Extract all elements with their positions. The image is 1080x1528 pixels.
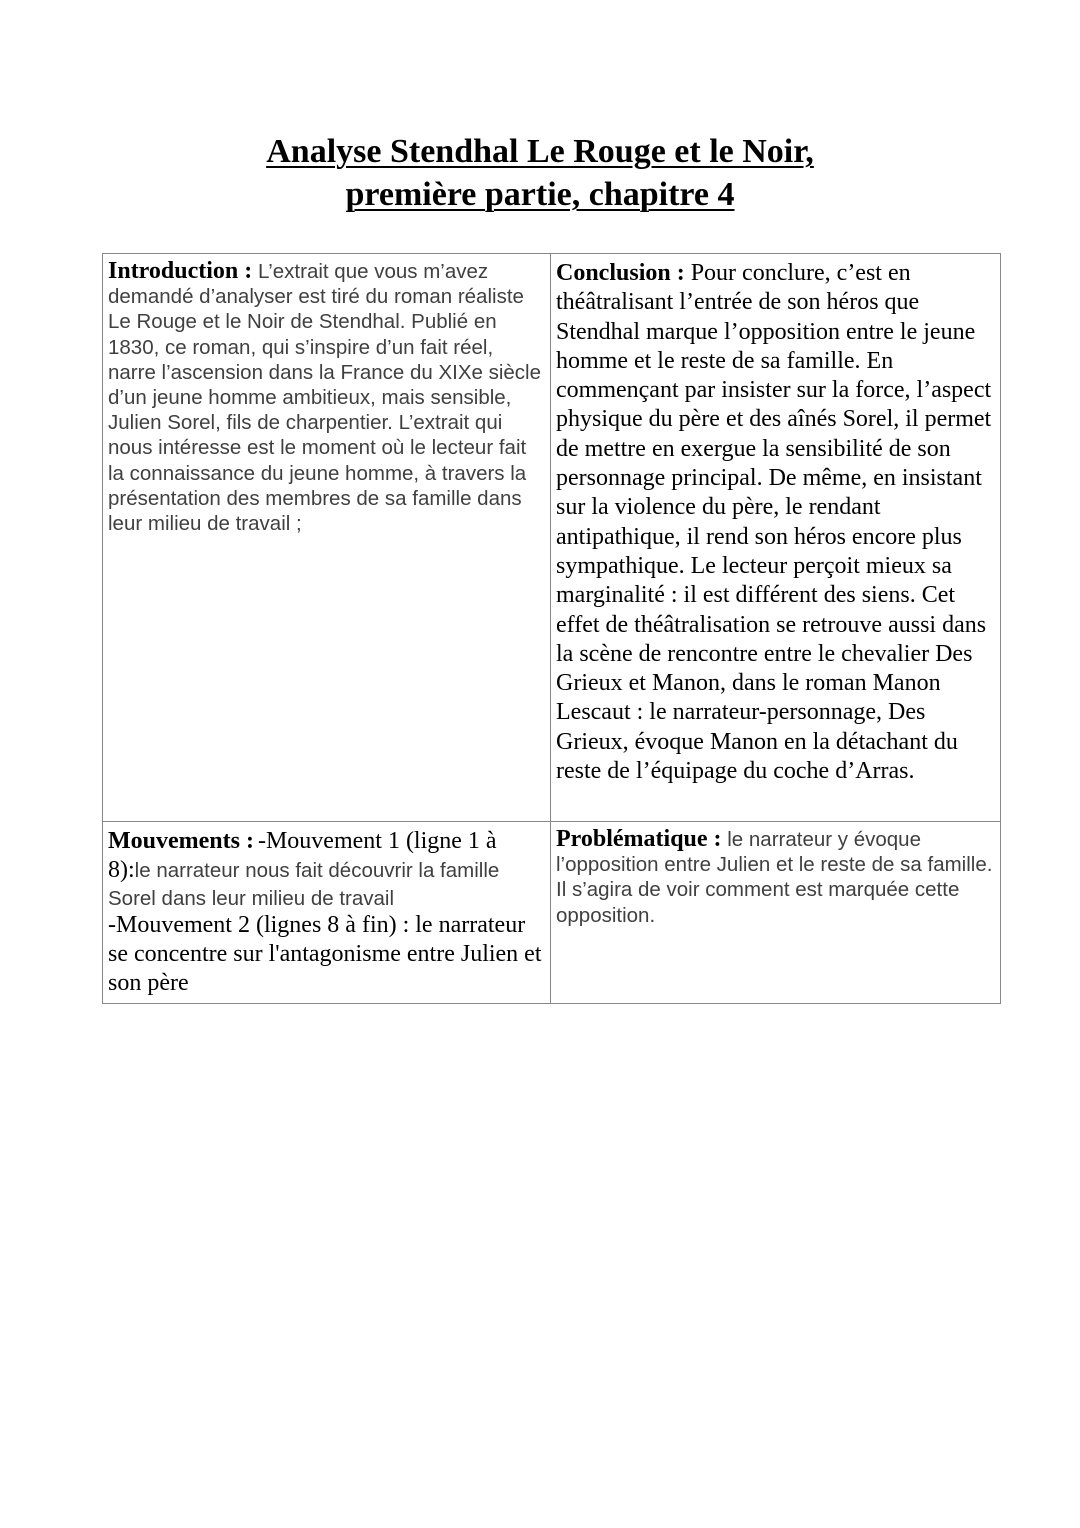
introduction-paragraph — [108, 259, 545, 536]
document-title — [0, 130, 1080, 216]
introduction-cell — [103, 254, 551, 822]
conclusion-cell — [551, 254, 1001, 822]
table-row — [103, 254, 1001, 822]
analysis-table — [102, 253, 1001, 1004]
conclusion-heading: Conclusion : — [556, 260, 685, 286]
introduction-heading: Introduction : — [108, 258, 253, 284]
problematique-heading: Problématique : — [556, 826, 722, 852]
title-line-2: première partie, chapitre 4 — [345, 176, 735, 213]
mouvements-cell — [103, 822, 551, 1004]
mouvements-heading: Mouvements : — [108, 828, 254, 854]
conclusion-text: Pour conclure, c’est en théâtralisant l’entrée de son héros que Stendhal marque l’opposition entre le jeune homme et le reste de sa famille. En commençant par insister sur la force, l’aspect physique du père et des aînés Sorel, il permet de mettre en exergue la sensibilité de son personnage principal. De même, en insistant sur la violence du père, le rendant antipathique, il rend son héros encore plus sympathique. Le lecteur perçoit mieux sa marginalité : il est différent des siens. Cet effet de théâtralisation se retrouve aussi dans la scène de rencontre entre le chevalier Des Grieux et Manon, dans le roman Manon Lescaut : le narrateur-personnage, Des Grieux, évoque Manon en la détachant du reste de l’équipage du coche d’Arras. — [556, 260, 992, 785]
problematique-paragraph — [556, 827, 995, 928]
mouvements-paragraph — [108, 827, 545, 911]
problematique-text: le narrateur y évoque l’opposition entre Julien et le reste de sa famille. Il s’agira de voir comment est marquée cette opposition. — [556, 828, 993, 927]
title-line-1: Analyse Stendhal Le Rouge et le Noir, — [266, 133, 814, 170]
mouvement-1-text: le narrateur nous fait découvrir la famille Sorel dans leur milieu de travail — [108, 859, 500, 910]
conclusion-paragraph — [556, 259, 995, 786]
introduction-text: L’extrait que vous m’avez demandé d’analyser est tiré du roman réaliste Le Rouge et le Noir de Stendhal. Publié en 1830, ce roman, qui s’inspire d’un fait réel, narre l’ascension dans la France du XIXe siècle d’un jeune homme ambitieux, mais sensible, Julien Sorel, fils de charpentier. L’extrait qui nous intéresse est le moment où le lecteur fait la connaissance du jeune homme, à travers la présentation des membres de sa famille dans leur milieu de travail ; — [108, 260, 542, 536]
mouvement-2-text: -Mouvement 2 (lignes 8 à fin) : le narrateur se concentre sur l'antagonisme entre Julien et son père — [108, 911, 542, 997]
mouvement-1-label: -Mouvement 1 (ligne 1 à 8): — [108, 828, 497, 884]
problematique-cell — [551, 822, 1001, 1004]
table-row — [103, 822, 1001, 1004]
